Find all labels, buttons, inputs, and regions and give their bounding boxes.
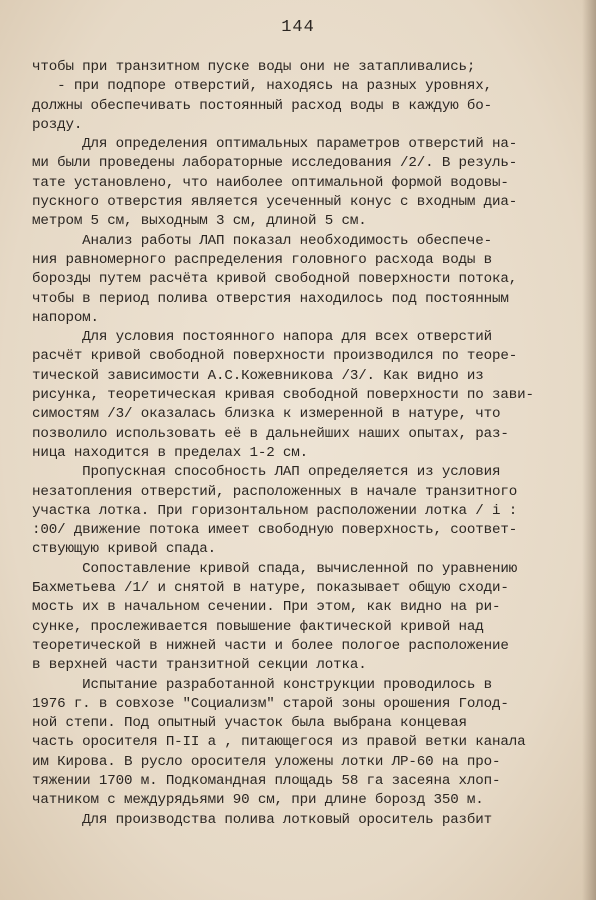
text-line: чтобы при транзитном пуске воды они не затапливались; bbox=[32, 59, 476, 75]
text-line: Для производства полива лотковый ороситель разбит bbox=[32, 811, 493, 828]
text-line: ствующую кривой спада. bbox=[32, 541, 217, 558]
text-line: незатопления отверстий, расположенных в начале транзитного bbox=[32, 483, 518, 500]
text-line: напором. bbox=[32, 309, 99, 326]
text-line: позволило использовать её в дальнейших наших опытах, раз- bbox=[32, 425, 509, 442]
text-line: пускного отверстия является усеченный конус с входным диа- bbox=[32, 194, 518, 211]
text-line: :00/ движение потока имеет свободную поверхность, соответ- bbox=[32, 522, 518, 539]
text-line: Пропускная способность ЛАП определяется из условия bbox=[32, 464, 501, 481]
text-line: чатником с междурядьями 90 см, при длине борозд 350 м. bbox=[32, 792, 484, 809]
text-line: тате установлено, что наиболее оптимальной формой водовы- bbox=[32, 174, 509, 191]
text-line: Для условия постоянного напора для всех отверстий bbox=[32, 329, 493, 346]
page-edge-shadow bbox=[582, 0, 596, 900]
text-line: тяжении 1700 м. Подкомандная площадь 58 га засеяна хлоп- bbox=[32, 772, 501, 789]
page-number: 144 bbox=[281, 18, 315, 37]
text-line: теоретической в нижней части и более пологое расположение bbox=[32, 637, 509, 654]
text-line: симостям /3/ оказалась близка к измеренной в натуре, что bbox=[32, 406, 501, 423]
text-line: розду. bbox=[32, 116, 83, 133]
text-line: ница находится в пределах 1-2 см. bbox=[32, 444, 309, 461]
text-line: Испытание разработанной конструкции проводилось в bbox=[32, 676, 493, 693]
text-line: сунке, прослеживается повышение фактической кривой над bbox=[32, 618, 484, 635]
text-line: тической зависимости А.С.Кожевникова /3/. Как видно из bbox=[32, 367, 484, 384]
text-line: ния равномерного распределения головного расхода воды в bbox=[32, 251, 493, 268]
text-line: Сопоставление кривой спада, вычисленной по уравнению bbox=[32, 560, 518, 577]
text-line: часть оросителя П-II а , питающегося из правой ветки канала bbox=[32, 734, 526, 751]
text-line: должны обеспечивать постоянный расход воды в каждую бо- bbox=[32, 97, 493, 114]
text-line: Для определения оптимальных параметров отверстий на- bbox=[32, 136, 518, 153]
text-line: ной степи. Под опытный участок была выбрана концевая bbox=[32, 715, 467, 732]
text-line: в верхней части транзитной секции лотка. bbox=[32, 657, 367, 674]
text-line: рисунка, теоретическая кривая свободной поверхности по зави- bbox=[32, 387, 534, 404]
text-line: расчёт кривой свободной поверхности производился по теоре- bbox=[32, 348, 518, 365]
text-line: 1976 г. в совхозе "Социализм" старой зоны орошения Голод- bbox=[32, 695, 509, 712]
text-line: метром 5 см, выходным 3 см, длиной 5 см. bbox=[32, 213, 367, 230]
text-line: мость их в начальном сечении. При этом, как видно на ри- bbox=[32, 599, 501, 616]
text-line: - при подпоре отверстий, находясь на разных уровнях, bbox=[32, 78, 493, 95]
text-line: Бахметьева /1/ и снятой в натуре, показывает общую сходи- bbox=[32, 580, 509, 597]
text-line: чтобы в период полива отверстия находилось под постоянным bbox=[32, 290, 509, 307]
text-line: Анализ работы ЛАП показал необходимость обеспече- bbox=[32, 232, 493, 249]
body-text bbox=[32, 58, 572, 830]
text-line: ми были проведены лабораторные исследования /2/. В резуль- bbox=[32, 155, 518, 172]
text-line: борозды путем расчёта кривой свободной поверхности потока, bbox=[32, 271, 518, 288]
text-line: участка лотка. При горизонтальном расположении лотка / i : bbox=[32, 502, 518, 519]
text-line: им Кирова. В русло оросителя уложены лотки ЛР-60 на про- bbox=[32, 753, 501, 770]
